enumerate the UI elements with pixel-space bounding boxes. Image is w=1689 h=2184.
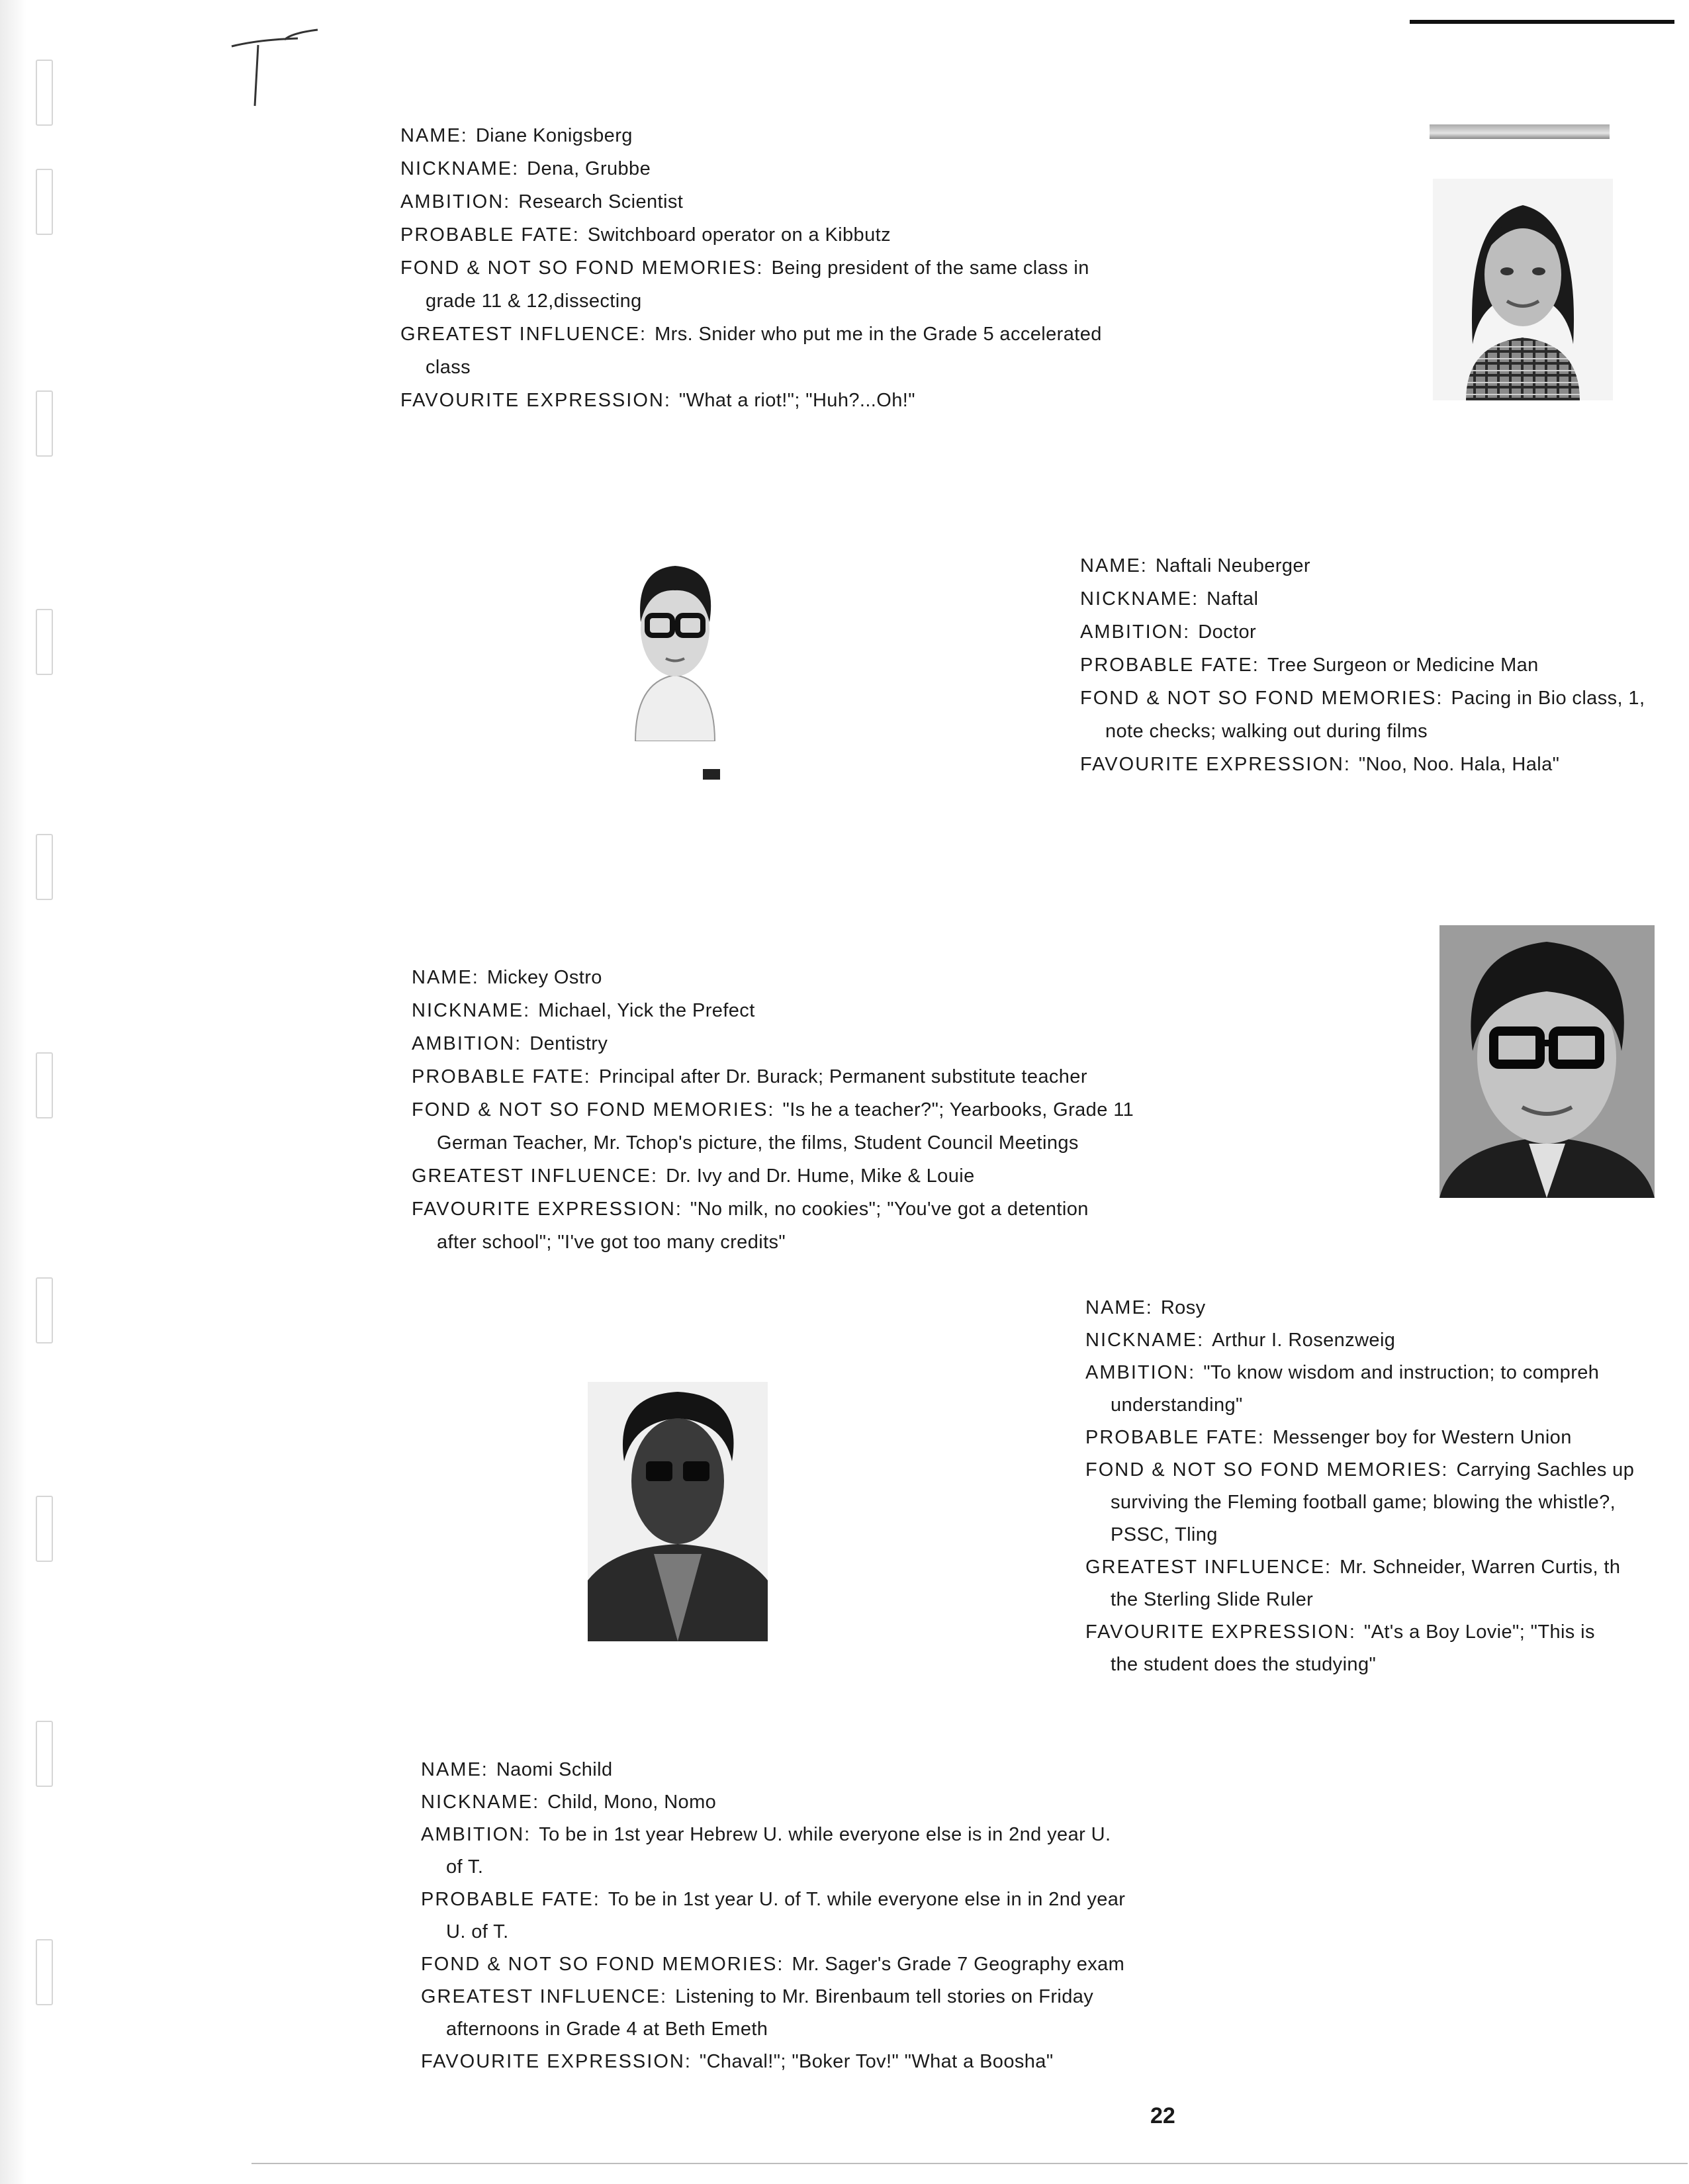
- field-value: Arthur I. Rosenzweig: [1212, 1330, 1396, 1351]
- field-label: PROBABLE FATE:: [421, 1889, 600, 1910]
- field-label: FAVOURITE EXPRESSION:: [1080, 754, 1351, 775]
- field-value: understanding": [1111, 1394, 1243, 1416]
- entry-line: [400, 384, 1102, 417]
- binding-hole: [36, 1277, 53, 1343]
- field-label: FAVOURITE EXPRESSION:: [1085, 1621, 1356, 1643]
- entry-line: [421, 1819, 1125, 1851]
- field-value: Naftal: [1207, 588, 1259, 610]
- field-value: grade 11 & 12,dissecting: [426, 291, 642, 312]
- field-value: Child, Mono, Nomo: [547, 1792, 717, 1813]
- photo-tape-strip: [1430, 124, 1610, 139]
- field-value: Mr. Schneider, Warren Curtis, th: [1340, 1557, 1621, 1578]
- binding-hole: [36, 169, 53, 235]
- field-value: Mickey Ostro: [486, 967, 602, 988]
- entry-continuation-line: [1085, 1486, 1634, 1519]
- field-value: "What a riot!"; "Huh?...Oh!": [678, 390, 915, 411]
- entry-continuation-line: [1085, 1584, 1634, 1616]
- field-value: Rosy: [1160, 1297, 1206, 1318]
- entry-line: [400, 318, 1102, 351]
- entry-line: [1085, 1357, 1634, 1389]
- field-label: NAME:: [412, 967, 479, 988]
- binding-hole: [36, 1496, 53, 1562]
- field-label: GREATEST INFLUENCE:: [1085, 1557, 1332, 1578]
- photo-fragment: [703, 769, 720, 780]
- field-label: NICKNAME:: [412, 1000, 531, 1021]
- student-photo: [1439, 925, 1655, 1198]
- entry-line: [1080, 649, 1645, 682]
- field-value: Listening to Mr. Birenbaum tell stories on Friday: [675, 1986, 1094, 2007]
- entry-line: [1080, 582, 1645, 615]
- field-value: Mrs. Snider who put me in the Grade 5 accelerated: [655, 324, 1102, 345]
- field-label: NICKNAME:: [400, 158, 520, 179]
- field-value: German Teacher, Mr. Tchop's picture, the films, Student Council Meetings: [437, 1132, 1079, 1154]
- field-value: after school"; "I've got too many credits": [437, 1232, 786, 1253]
- field-label: PROBABLE FATE:: [400, 224, 580, 246]
- field-label: NICKNAME:: [1080, 588, 1199, 610]
- field-value: Pacing in Bio class, 1,: [1451, 688, 1645, 709]
- entry-line: [1080, 549, 1645, 582]
- field-value: "Is he a teacher?"; Yearbooks, Grade 11: [782, 1099, 1134, 1120]
- entry-line: [1085, 1616, 1634, 1649]
- entry-continuation-line: [412, 1126, 1134, 1160]
- field-value: PSSC, Tling: [1111, 1524, 1218, 1545]
- field-label: FOND & NOT SO FOND MEMORIES:: [412, 1099, 775, 1120]
- entry-continuation-line: [400, 351, 1102, 384]
- field-label: NICKNAME:: [1085, 1330, 1205, 1351]
- field-value: Switchboard operator on a Kibbutz: [587, 224, 891, 246]
- field-label: NAME:: [1085, 1297, 1153, 1318]
- field-value: Dentistry: [529, 1033, 608, 1054]
- entry-continuation-line: [1085, 1649, 1634, 1681]
- field-label: FOND & NOT SO FOND MEMORIES:: [1085, 1459, 1449, 1480]
- entry-line: [400, 119, 1102, 152]
- binding-hole: [36, 1939, 53, 2005]
- entry-continuation-line: [421, 2013, 1125, 2046]
- field-value: the student does the studying": [1111, 1654, 1377, 1675]
- entry-line: [412, 961, 1134, 994]
- binding-hole: [36, 1721, 53, 1787]
- binding-hole: [36, 60, 53, 126]
- field-value: Dr. Ivy and Dr. Hume, Mike & Louie: [666, 1165, 975, 1187]
- entry-continuation-line: [1085, 1389, 1634, 1422]
- field-label: FAVOURITE EXPRESSION:: [412, 1199, 682, 1220]
- field-label: FOND & NOT SO FOND MEMORIES:: [1080, 688, 1443, 709]
- entry-line: [421, 2046, 1125, 2078]
- binding-hole: [36, 390, 53, 457]
- field-value: "Chaval!"; "Boker Tov!" "What a Boosha": [699, 2051, 1054, 2072]
- entry-line: [412, 1160, 1134, 1193]
- binding-hole: [36, 834, 53, 900]
- entry-line: [1080, 748, 1645, 781]
- field-value: Messenger boy for Western Union: [1272, 1427, 1572, 1448]
- entry-line: [1085, 1454, 1634, 1486]
- entry-line: [1085, 1324, 1634, 1357]
- entry-line: [400, 152, 1102, 185]
- field-value: of T.: [446, 1856, 484, 1878]
- student-entry: [421, 1754, 1125, 2078]
- entry-line: [421, 1981, 1125, 2013]
- entry-continuation-line: [421, 1916, 1125, 1948]
- field-value: Being president of the same class in: [771, 257, 1089, 279]
- field-value: Tree Surgeon or Medicine Man: [1267, 655, 1539, 676]
- field-value: afternoons in Grade 4 at Beth Emeth: [446, 2019, 768, 2040]
- field-label: PROBABLE FATE:: [1085, 1427, 1265, 1448]
- entry-line: [412, 1027, 1134, 1060]
- field-label: NAME:: [1080, 555, 1148, 576]
- student-entry: [412, 961, 1134, 1259]
- entry-line: [1085, 1422, 1634, 1454]
- entry-line: [421, 1786, 1125, 1819]
- field-label: PROBABLE FATE:: [412, 1066, 591, 1087]
- entry-line: [412, 1060, 1134, 1093]
- entry-continuation-line: [421, 1851, 1125, 1884]
- field-value: "At's a Boy Lovie"; "This is: [1363, 1621, 1595, 1643]
- entry-line: [400, 251, 1102, 285]
- student-photo: [609, 549, 741, 741]
- student-photo: [1433, 179, 1613, 400]
- field-value: surviving the Fleming football game; blowing the whistle?,: [1111, 1492, 1616, 1513]
- field-value: U. of T.: [446, 1921, 509, 1942]
- entry-continuation-line: [400, 285, 1102, 318]
- entry-line: [1085, 1292, 1634, 1324]
- entry-line: [1080, 615, 1645, 649]
- field-label: AMBITION:: [1085, 1362, 1196, 1383]
- entry-continuation-line: [1085, 1519, 1634, 1551]
- field-value: Dena, Grubbe: [527, 158, 651, 179]
- student-entry: [1085, 1292, 1634, 1681]
- entry-line: [412, 1193, 1134, 1226]
- field-label: FAVOURITE EXPRESSION:: [421, 2051, 692, 2072]
- field-label: AMBITION:: [1080, 621, 1191, 643]
- field-label: FOND & NOT SO FOND MEMORIES:: [421, 1954, 784, 1975]
- entry-line: [412, 994, 1134, 1027]
- binding-hole: [36, 609, 53, 675]
- entry-continuation-line: [1080, 715, 1645, 748]
- bottom-rule: [251, 2163, 1688, 2164]
- page-number: 22: [1150, 2103, 1175, 2128]
- field-label: GREATEST INFLUENCE:: [412, 1165, 659, 1187]
- field-value: note checks; walking out during films: [1105, 721, 1428, 742]
- field-value: the Sterling Slide Ruler: [1111, 1589, 1314, 1610]
- field-label: NICKNAME:: [421, 1792, 540, 1813]
- field-value: Naftali Neuberger: [1155, 555, 1310, 576]
- field-label: AMBITION:: [400, 191, 511, 212]
- field-value: Principal after Dr. Burack; Permanent substitute teacher: [598, 1066, 1087, 1087]
- student-photo: [588, 1382, 768, 1641]
- field-value: Mr. Sager's Grade 7 Geography exam: [792, 1954, 1125, 1975]
- entry-continuation-line: [412, 1226, 1134, 1259]
- field-label: FOND & NOT SO FOND MEMORIES:: [400, 257, 764, 279]
- field-value: Diane Konigsberg: [475, 125, 633, 146]
- entry-line: [421, 1884, 1125, 1916]
- entry-line: [421, 1948, 1125, 1981]
- field-value: Doctor: [1198, 621, 1257, 643]
- student-entry: [400, 119, 1102, 417]
- field-value: To be in 1st year Hebrew U. while everyone else is in 2nd year U.: [539, 1824, 1111, 1845]
- field-value: "To know wisdom and instruction; to compreh: [1203, 1362, 1600, 1383]
- field-value: class: [426, 357, 471, 378]
- entry-line: [1080, 682, 1645, 715]
- entry-line: [1085, 1551, 1634, 1584]
- field-value: Research Scientist: [518, 191, 684, 212]
- page-binding-edge: [0, 0, 26, 2184]
- entry-line: [400, 218, 1102, 251]
- field-value: "No milk, no cookies"; "You've got a detention: [690, 1199, 1089, 1220]
- field-label: NAME:: [421, 1759, 488, 1780]
- field-label: NAME:: [400, 125, 468, 146]
- field-value: Michael, Yick the Prefect: [538, 1000, 755, 1021]
- field-value: "Noo, Noo. Hala, Hala": [1358, 754, 1560, 775]
- field-value: Naomi Schild: [496, 1759, 613, 1780]
- entry-line: [412, 1093, 1134, 1126]
- entry-line: [400, 185, 1102, 218]
- field-label: GREATEST INFLUENCE:: [400, 324, 647, 345]
- field-label: PROBABLE FATE:: [1080, 655, 1259, 676]
- field-value: To be in 1st year U. of T. while everyone else in in 2nd year: [608, 1889, 1126, 1910]
- pen-scribble: [218, 26, 324, 113]
- binding-hole: [36, 1052, 53, 1118]
- field-value: Carrying Sachles up: [1456, 1459, 1635, 1480]
- entry-line: [421, 1754, 1125, 1786]
- field-label: FAVOURITE EXPRESSION:: [400, 390, 671, 411]
- field-label: AMBITION:: [412, 1033, 522, 1054]
- student-entry: [1080, 549, 1645, 781]
- top-rule: [1410, 20, 1674, 24]
- field-label: AMBITION:: [421, 1824, 531, 1845]
- field-label: GREATEST INFLUENCE:: [421, 1986, 668, 2007]
